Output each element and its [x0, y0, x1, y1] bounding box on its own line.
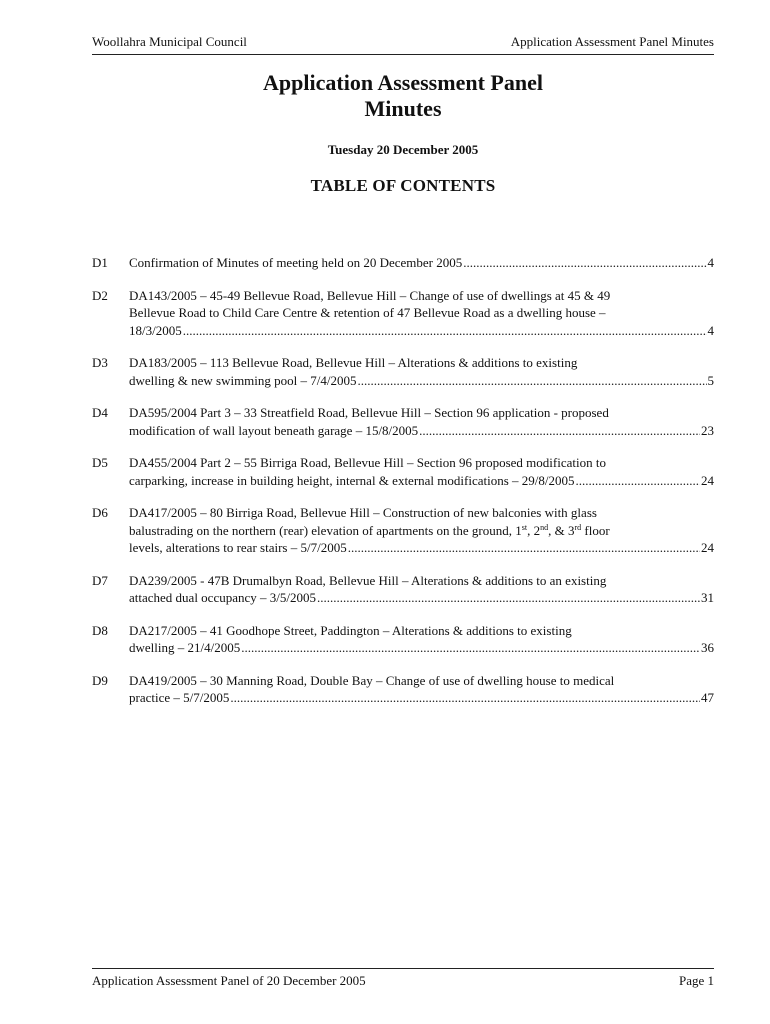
- toc-entry-page: 24: [701, 472, 714, 488]
- toc-entry-text: carparking, increase in building height, internal & external modifications – 29/8/2005: [129, 472, 575, 488]
- toc-entry-code: D5: [92, 455, 108, 470]
- toc-entry-text: Confirmation of Minutes of meeting held on 20 December 2005: [129, 255, 463, 270]
- toc-entry-last-line: [129, 589, 714, 607]
- ordinal-suffix: st: [521, 522, 528, 532]
- toc-entry-last-line: [129, 689, 714, 707]
- toc-entry[interactable]: [92, 404, 714, 439]
- dot-leader: [419, 422, 700, 440]
- table-of-contents: [92, 254, 714, 722]
- toc-entry-page: 24: [701, 540, 714, 555]
- toc-entry-code: D3: [92, 355, 108, 370]
- toc-entry-text: modification of wall layout beneath garage – 15/8/2005: [129, 422, 419, 438]
- toc-entry-last-line: [129, 372, 714, 390]
- toc-entry-page: 36: [701, 640, 714, 655]
- toc-entry-last-line: [129, 422, 714, 440]
- meeting-date: Tuesday 20 December 2005: [327, 142, 479, 157]
- toc-entry-page: 4: [707, 255, 714, 270]
- toc-entry-last-line: [129, 322, 714, 340]
- toc-entry-text: DA419/2005 – 30 Manning Road, Double Bay – Change of use of dwelling house to medical: [129, 672, 615, 688]
- toc-entry-text: attached dual occupancy – 3/5/2005: [129, 590, 316, 605]
- toc-entry-code: D7: [92, 572, 108, 588]
- ordinal-suffix: rd: [574, 522, 582, 532]
- toc-entry-text: DA143/2005 – 45-49 Bellevue Road, Bellevue Hill – Change of use of dwellings at 45 & 49: [129, 287, 611, 303]
- toc-entry-text: levels, alterations to rear stairs – 5/7/2005: [129, 540, 347, 555]
- toc-entry-page: 47: [701, 690, 714, 705]
- dot-leader: [463, 254, 706, 272]
- toc-entry[interactable]: [92, 454, 714, 489]
- toc-entry-text: , & 3: [548, 522, 575, 538]
- dot-leader: [358, 372, 707, 390]
- toc-entry-text: , 2: [527, 522, 541, 538]
- toc-entry-text: Bellevue Road to Child Care Centre & retention of 47 Bellevue Road as a dwelling house –: [129, 305, 606, 320]
- toc-entry[interactable]: [92, 622, 714, 657]
- dot-leader: [576, 472, 701, 490]
- toc-entry-last-line: [129, 254, 714, 272]
- toc-entry-code: D8: [92, 622, 108, 638]
- toc-entry[interactable]: [92, 287, 714, 340]
- toc-entry-text: DA183/2005 – 113 Bellevue Road, Bellevue Hill – Alterations & additions to existing: [129, 355, 578, 370]
- running-footer: [92, 968, 714, 989]
- toc-entry-text: balustrading on the northern (rear) elevation of apartments on the ground, 1: [129, 522, 522, 538]
- document-title: [92, 70, 714, 122]
- toc-entry-page: 4: [707, 322, 714, 338]
- toc-entry-page: 23: [701, 422, 714, 438]
- dot-leader: [241, 639, 700, 657]
- running-header: [92, 34, 714, 55]
- title-line-1: Application Assessment Panel: [263, 70, 543, 95]
- footer-page-number: Page 1: [678, 973, 714, 988]
- toc-heading: TABLE OF CONTENTS: [310, 176, 496, 195]
- toc-entry-page: 31: [701, 590, 714, 605]
- toc-entry-code: D4: [92, 405, 108, 420]
- toc-entry-last-line: [129, 639, 714, 657]
- toc-entry-text: DA455/2004 Part 2 – 55 Birriga Road, Bellevue Hill – Section 96 proposed modification to: [129, 455, 606, 470]
- dot-leader: [230, 689, 700, 707]
- header-document-name: Application Assessment Panel Minutes: [510, 34, 714, 49]
- toc-entry-page: 5: [707, 372, 714, 388]
- toc-entry-code: D2: [92, 287, 108, 303]
- toc-entry-text: practice – 5/7/2005: [129, 690, 230, 705]
- toc-entry-text: 18/3/2005: [129, 322, 182, 338]
- toc-entry-text-with-ordinals: [129, 522, 714, 540]
- toc-entry[interactable]: [92, 354, 714, 389]
- toc-entry[interactable]: [92, 504, 714, 557]
- dot-leader: [183, 322, 707, 340]
- toc-entry-text: DA417/2005 – 80 Birriga Road, Bellevue Hill – Construction of new balconies with glass: [129, 505, 597, 520]
- toc-entry-text: dwelling & new swimming pool – 7/4/2005: [129, 372, 357, 388]
- toc-entry-code: D6: [92, 505, 108, 520]
- header-council-name: Woollahra Municipal Council: [92, 34, 247, 49]
- toc-entry-text: DA239/2005 - 47B Drumalbyn Road, Bellevue Hill – Alterations & additions to an existing: [129, 572, 607, 588]
- title-line-2: Minutes: [364, 96, 442, 121]
- toc-entry-text: dwelling – 21/4/2005: [129, 640, 241, 655]
- toc-entry[interactable]: [92, 254, 714, 272]
- ordinal-suffix: nd: [540, 522, 549, 532]
- dot-leader: [317, 589, 700, 607]
- toc-entry-text: DA217/2005 – 41 Goodhope Street, Paddington – Alterations & additions to existing: [129, 622, 572, 638]
- footer-meeting-name: Application Assessment Panel of 20 December 2005: [92, 973, 366, 988]
- toc-entry-code: D1: [92, 255, 108, 270]
- toc-entry[interactable]: [92, 672, 714, 707]
- dot-leader: [348, 539, 700, 557]
- toc-entry[interactable]: [92, 572, 714, 607]
- toc-entry-text: DA595/2004 Part 3 – 33 Streatfield Road, Bellevue Hill – Section 96 application - proposed: [129, 405, 609, 420]
- toc-entry-last-line: [129, 472, 714, 490]
- toc-entry-code: D9: [92, 672, 108, 688]
- toc-entry-last-line: [129, 539, 714, 557]
- toc-entry-text: floor: [581, 522, 610, 538]
